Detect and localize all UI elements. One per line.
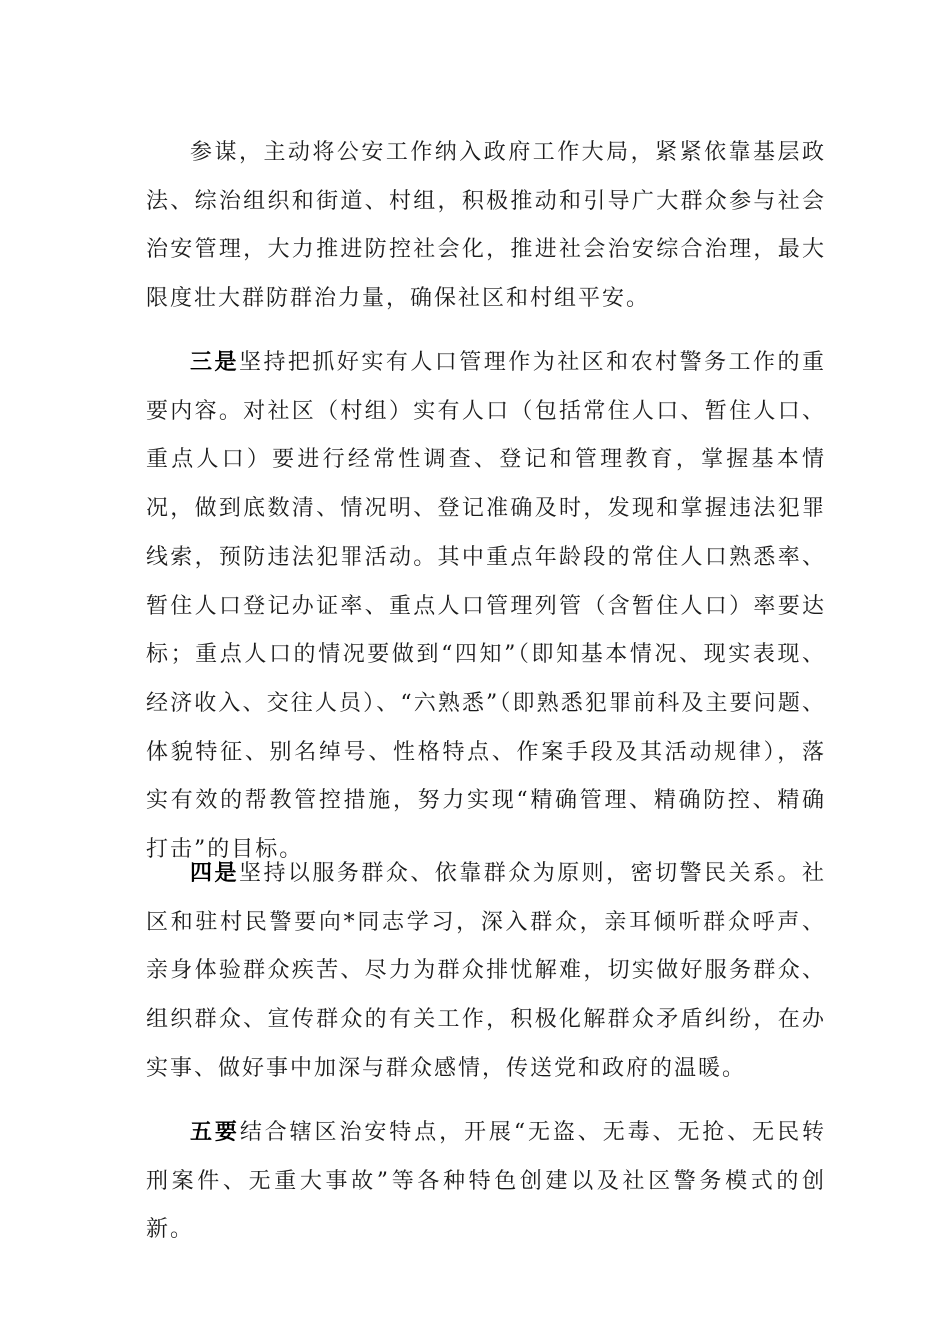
paragraph-text: 坚持把抓好实有人口管理作为社区和农村警务工作的重要内容。对社区（村组）实有人口（包括常住人口、暂住人口、重点人口）要进行经常性调查、登记和管理教育，掌握基本情况，做到底数清、情况明、登记准确及时，发现和掌握违法犯罪线索，预防违法犯罪活动。其中重点年龄段的常住人口熟悉率、暂住人口登记办证率、重点人口管理列管（含暂住人口）率要达标；重点人口的情况要做到“四知”（即知基本情况、现实表现、经济收入、交往人员）、“六熟悉”（即熟悉犯罪前科及主要问题、体貌特征、别名绰号、性格特点、作案手段及其活动规律），落实有效的帮教管控措施，努力实现“精确管理、精确防控、精确打击”的目标。 — [146, 350, 826, 863]
paragraph-lead: 五要 — [190, 1119, 240, 1145]
paragraph-point-three — [146, 338, 826, 875]
paragraph-point-four — [146, 849, 826, 1094]
paragraph-text: 参谋，主动将公安工作纳入政府工作大局，紧紧依靠基层政法、综治组织和街道、村组，积极推动和引导广大群众参与社会治安管理，大力推进防控社会化，推进社会治安综合治理，最大限度壮大群防群治力量，确保社区和村组平安。 — [146, 140, 826, 312]
paragraph-text: 结合辖区治安特点，开展“无盗、无毒、无抢、无民转刑案件、无重大事故”等各种特色创建以及社区警务模式的创新。 — [146, 1120, 826, 1243]
paragraph-lead: 四是 — [190, 860, 239, 886]
paragraph-lead: 三是 — [190, 349, 239, 375]
paragraph-point-five — [146, 1108, 826, 1255]
paragraph-text: 坚持以服务群众、依靠群众为原则，密切警民关系。社区和驻村民警要向*同志学习，深入群众，亲耳倾听群众呼声、亲身体验群众疾苦、尽力为群众排忧解难，切实做好服务群众、组织群众、宣传群众的有关工作，积极化解群众矛盾纠纷，在办实事、做好事中加深与群众感情，传送党和政府的温暖。 — [146, 861, 826, 1081]
paragraph-continuation — [146, 129, 826, 324]
